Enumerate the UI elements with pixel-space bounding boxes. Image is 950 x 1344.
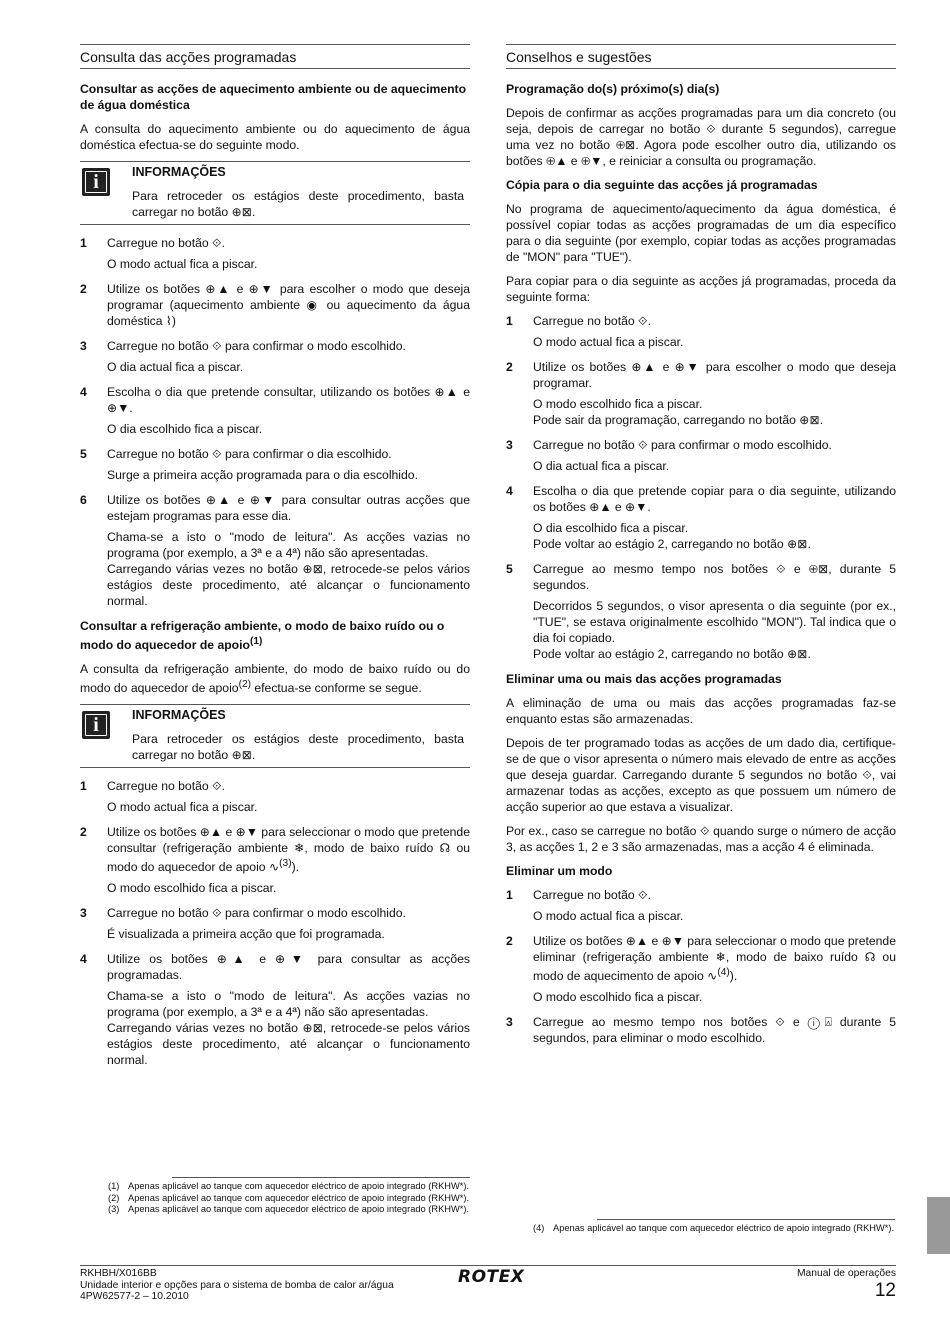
step-result: O modo actual fica a piscar. (533, 335, 684, 349)
rotex-logo: ROTEX (458, 1267, 525, 1287)
info-text: Para retroceder os estágios deste procedimento, basta carregar no botão ⊕⊠. (132, 732, 464, 763)
step-result: O dia actual fica a piscar. (533, 459, 670, 473)
step-item (80, 824, 470, 896)
step-item (80, 492, 470, 609)
paragraph: Para copiar para o dia seguinte as acções já programadas, proceda da seguinte forma: (506, 274, 896, 304)
step-number: 2 (80, 825, 87, 840)
paragraph: No programa de aquecimento/aquecimento da água doméstica, é possível copiar todas as acções programadas de um dia específico para o dia seguinte (por exemplo, copiar todas as acções programadas de "MON" para "TUE"). (506, 202, 896, 264)
step-text: Carregue no botão ⟐ para confirmar o modo escolhido. (107, 339, 406, 353)
step-item (506, 561, 896, 662)
model-code: RKHBH/X016BB (80, 1268, 157, 1279)
step-number: 3 (506, 438, 513, 452)
footnote (108, 1181, 470, 1192)
paragraph: A consulta do aquecimento ambiente ou do aquecimento de água doméstica efectua-se do seguinte modo. (80, 122, 470, 152)
step-number: 3 (80, 339, 87, 353)
section-title: Consulta das acções programadas (80, 44, 470, 69)
step-text: Carregue ao mesmo tempo nos botões ⟐ e ⊕⊠, durante 5 segundos. (533, 562, 896, 592)
page-number: 12 (874, 1279, 896, 1301)
paragraph-text: A consulta da refrigeração ambiente, do modo de baixo ruído ou do modo do aquecedor de apoio (80, 662, 470, 696)
step-note: Pode voltar ao estágio 2, carregando no botão ⊕⊠. (533, 537, 811, 551)
step-number: 4 (80, 385, 87, 399)
footnote-divider (172, 1177, 470, 1178)
subsection-heading: Eliminar uma ou mais das acções programadas (506, 672, 782, 686)
footnote-text: Apenas aplicável ao tanque com aquecedor eléctrico de apoio integrado (RKHW*). (128, 1192, 470, 1203)
information-icon (82, 168, 110, 196)
step-result: Decorridos 5 segundos, o visor apresenta o dia seguinte (por ex., "TUE", se estava originalmente escolhido "MON"). Tal indica que o dia foi copiado. (533, 599, 896, 645)
info-title: INFORMAÇÕES (132, 708, 226, 723)
step-item (506, 313, 896, 350)
footnotes (108, 1180, 470, 1215)
step-number: 2 (506, 360, 513, 374)
footnote-divider (597, 1219, 895, 1220)
step-text: Utilize os botões ⊕▲ e ⊕▼ para escolher o modo que deseja programar (aquecimento ambiente ◉ ou aquecimento da água doméstica ⌇) (107, 282, 470, 328)
document-subtitle: Unidade interior e opções para o sistema de bomba de calor ar/água (80, 1279, 394, 1291)
step-list (80, 778, 470, 1068)
step-result: O modo actual fica a piscar. (107, 800, 258, 815)
step-text: Carregue no botão ⟐. (533, 314, 652, 328)
step-item (506, 359, 896, 428)
step-item (506, 887, 896, 924)
info-text: Para retroceder os estágios deste procedimento, basta carregar no botão ⊕⊠. (132, 189, 464, 219)
step-result: O dia escolhido fica a piscar. (107, 422, 263, 436)
step-number: 1 (506, 888, 513, 902)
step-number: 5 (80, 447, 87, 461)
info-box (80, 704, 470, 768)
step-number: 2 (506, 934, 513, 948)
step-note: Carregando várias vezes no botão ⊕⊠, retrocede-se pelos vários estágios deste procedimento, até alcançar o funcionamento normal. (107, 562, 470, 608)
step-text: Carregue no botão ⟐ para confirmar o modo escolhido. (533, 438, 832, 452)
step-note: Pode sair da programação, carregando no botão ⊕⊠. (533, 413, 824, 427)
step-text: Carregue ao mesmo tempo nos botões ⟐ e ⓘ⍓ durante 5 segundos, para eliminar o modo escolhido. (533, 1015, 896, 1046)
step-item (80, 778, 470, 815)
step-text-part: ). (729, 969, 738, 984)
step-number: 3 (80, 906, 87, 921)
footnote-number: (3) (108, 1204, 120, 1214)
footer-left (80, 1268, 394, 1303)
paragraph: A eliminação de uma ou mais das acções programadas faz-se enquanto estas são armazenadas. (506, 696, 896, 726)
footnote-ref: (4) (717, 967, 730, 978)
step-number: 2 (80, 282, 87, 296)
step-list (80, 235, 470, 609)
footnote-text: Apenas aplicável ao tanque com aquecedor eléctrico de apoio integrado (RKHW*). (128, 1181, 470, 1191)
step-result: Chama-se a isto o "modo de leitura". As acções vazias no programa (por exemplo, a 3ª e a 4ª) não são apresentadas. (107, 530, 470, 560)
info-box (80, 161, 470, 225)
footnote (533, 1223, 895, 1234)
step-item (506, 437, 896, 474)
step-number: 4 (80, 952, 87, 967)
step-number: 1 (80, 779, 87, 794)
step-result: O dia escolhido fica a piscar. (533, 521, 689, 535)
subsection-heading: Cópia para o dia seguinte das acções já programadas (506, 178, 818, 192)
step-text: Carregue no botão ⟐ para confirmar o dia escolhido. (107, 447, 392, 461)
step-item (80, 951, 470, 1068)
step-text: Escolha o dia que pretende copiar para o dia seguinte, utilizando os botões ⊕▲ e ⊕▼. (533, 484, 896, 514)
step-item (80, 235, 470, 272)
subsection-heading (80, 618, 470, 653)
step-text: Carregue no botão ⟐. (107, 236, 226, 250)
step-result: Chama-se a isto o "modo de leitura". As acções vazias no programa (por exemplo, a 3ª e a 4ª) não são apresentadas. (107, 989, 470, 1020)
step-result: O modo escolhido fica a piscar. (533, 990, 703, 1005)
step-number: 5 (506, 562, 513, 576)
step-text: Carregue no botão ⟐ para confirmar o modo escolhido. (107, 906, 406, 921)
step-item (506, 933, 896, 1005)
step-result: O dia actual fica a piscar. (107, 360, 244, 374)
step-result: Surge a primeira acção programada para o dia escolhido. (107, 468, 418, 482)
footer-right (797, 1268, 896, 1302)
step-text: Carregue no botão ⟐. (533, 888, 652, 902)
paragraph: Por ex., caso se carregue no botão ⟐ quando surge o número de acção 3, as acções 1, 2 e 3 são armazenadas, mas a acção 4 é eliminada. (506, 824, 896, 854)
footnote-ref: (3) (279, 858, 292, 870)
step-note: Pode voltar ao estágio 2, carregando no botão ⊕⊠. (533, 647, 811, 661)
step-number: 3 (506, 1015, 513, 1030)
footnote (108, 1204, 470, 1215)
step-number: 1 (506, 314, 513, 328)
step-text (107, 824, 470, 875)
footnote-text: Apenas aplicável ao tanque com aquecedor eléctrico de apoio integrado (RKHW*). (128, 1204, 470, 1214)
heading-text: Consultar a refrigeração ambiente, o modo de baixo ruído ou o modo do aquecedor de apoio (80, 619, 445, 653)
step-item (506, 483, 896, 552)
step-text: Utilize os botões ⊕▲ e ⊕▼ para consultar as acções programadas. (107, 952, 470, 983)
step-result: O modo actual fica a piscar. (107, 257, 258, 271)
step-list (506, 313, 896, 662)
footnote-number: (2) (108, 1192, 120, 1203)
section-title: Conselhos e sugestões (506, 44, 896, 69)
step-item (80, 384, 470, 437)
step-text: Utilize os botões ⊕▲ e ⊕▼ para consultar outras acções que estejam programas para esse dia. (107, 493, 470, 523)
step-item (80, 905, 470, 942)
subsection-heading: Consultar as acções de aquecimento ambiente ou de aquecimento de água doméstica (80, 82, 467, 112)
right-column (506, 44, 896, 1055)
footnote-number: (4) (533, 1223, 545, 1233)
step-result: O modo escolhido fica a piscar. (107, 881, 277, 896)
information-icon (82, 711, 110, 739)
step-text-part: Utilize os botões ⊕▲ e ⊕▼ para seleccionar o modo que pretende eliminar (refrigeração ambiente ❄, modo de baixo ruído ☊ ou modo de aquecimento de apoio ∿ (533, 934, 896, 984)
paragraph: Depois de ter programado todas as acções de um dado dia, certifique-se de que o visor apresenta o número mais elevado de entre as acções que deseja guardar. Carregando durante 5 segundos no botão ⟐, vai armazenar todas as acções, excepto as que possuem um número de acção superior ao que estava a visualizar. (506, 736, 896, 814)
manual-title: Manual de operações (796, 1268, 896, 1279)
footnote-ref: (2) (238, 679, 251, 691)
paragraph: Depois de confirmar as acções programadas para um dia concreto (ou seja, depois de carregar no botão ⟐ durante 5 segundos), carregue uma vez no botão ⊕⊠. Agora pode escolher outro dia, utilizando os botões ⊕▲ e ⊕▼, e reiniciar a consulta ou programação. (506, 106, 896, 168)
info-title: INFORMAÇÕES (132, 165, 226, 179)
chapter-tab-marker (927, 1197, 950, 1254)
step-number: 1 (80, 236, 87, 250)
subsection-heading: Eliminar um modo (506, 864, 613, 878)
step-list (506, 887, 896, 1046)
step-item (80, 446, 470, 483)
paragraph (80, 661, 470, 696)
step-number: 6 (80, 493, 87, 507)
step-text: Utilize os botões ⊕▲ e ⊕▼ para escolher o modo que deseja programar. (533, 360, 896, 390)
footnote-text: Apenas aplicável ao tanque com aquecedor eléctrico de apoio integrado (RKHW*). (553, 1223, 895, 1233)
step-text (533, 933, 896, 984)
paragraph-text: efectua-se conforme se segue. (250, 681, 422, 696)
step-text: Escolha o dia que pretende consultar, utilizando os botões ⊕▲ e ⊕▼. (107, 385, 470, 415)
step-text-part: ). (291, 860, 300, 875)
step-text-part: Utilize os botões ⊕▲ e ⊕▼ para seleccionar o modo que pretende consultar (refrigeração ambiente ❄, modo de baixo ruído ☊ ou modo do aquecedor de apoio ∿ (107, 825, 470, 875)
step-item (80, 281, 470, 329)
step-result: É visualizada a primeira acção que foi programada. (107, 927, 385, 942)
subsection-heading: Programação do(s) próximo(s) dia(s) (506, 82, 720, 96)
step-result: O modo actual fica a piscar. (533, 909, 684, 923)
step-result: O modo escolhido fica a piscar. (533, 397, 703, 411)
step-item (506, 1014, 896, 1046)
step-text: Carregue no botão ⟐. (107, 779, 226, 794)
left-column (80, 44, 470, 1077)
footnote-ref: (1) (249, 636, 263, 647)
step-note: Carregando várias vezes no botão ⊕⊠, retrocede-se pelos vários estágios deste procedimento, até alcançar o funcionamento normal. (107, 1021, 470, 1068)
footnote (108, 1193, 470, 1204)
footnote-number: (1) (108, 1181, 120, 1191)
footnotes (533, 1222, 895, 1234)
step-item (80, 338, 470, 375)
step-number: 4 (506, 484, 513, 498)
page-footer (80, 1265, 896, 1302)
document-number: 4PW62577-2 – 10.2010 (80, 1291, 189, 1302)
